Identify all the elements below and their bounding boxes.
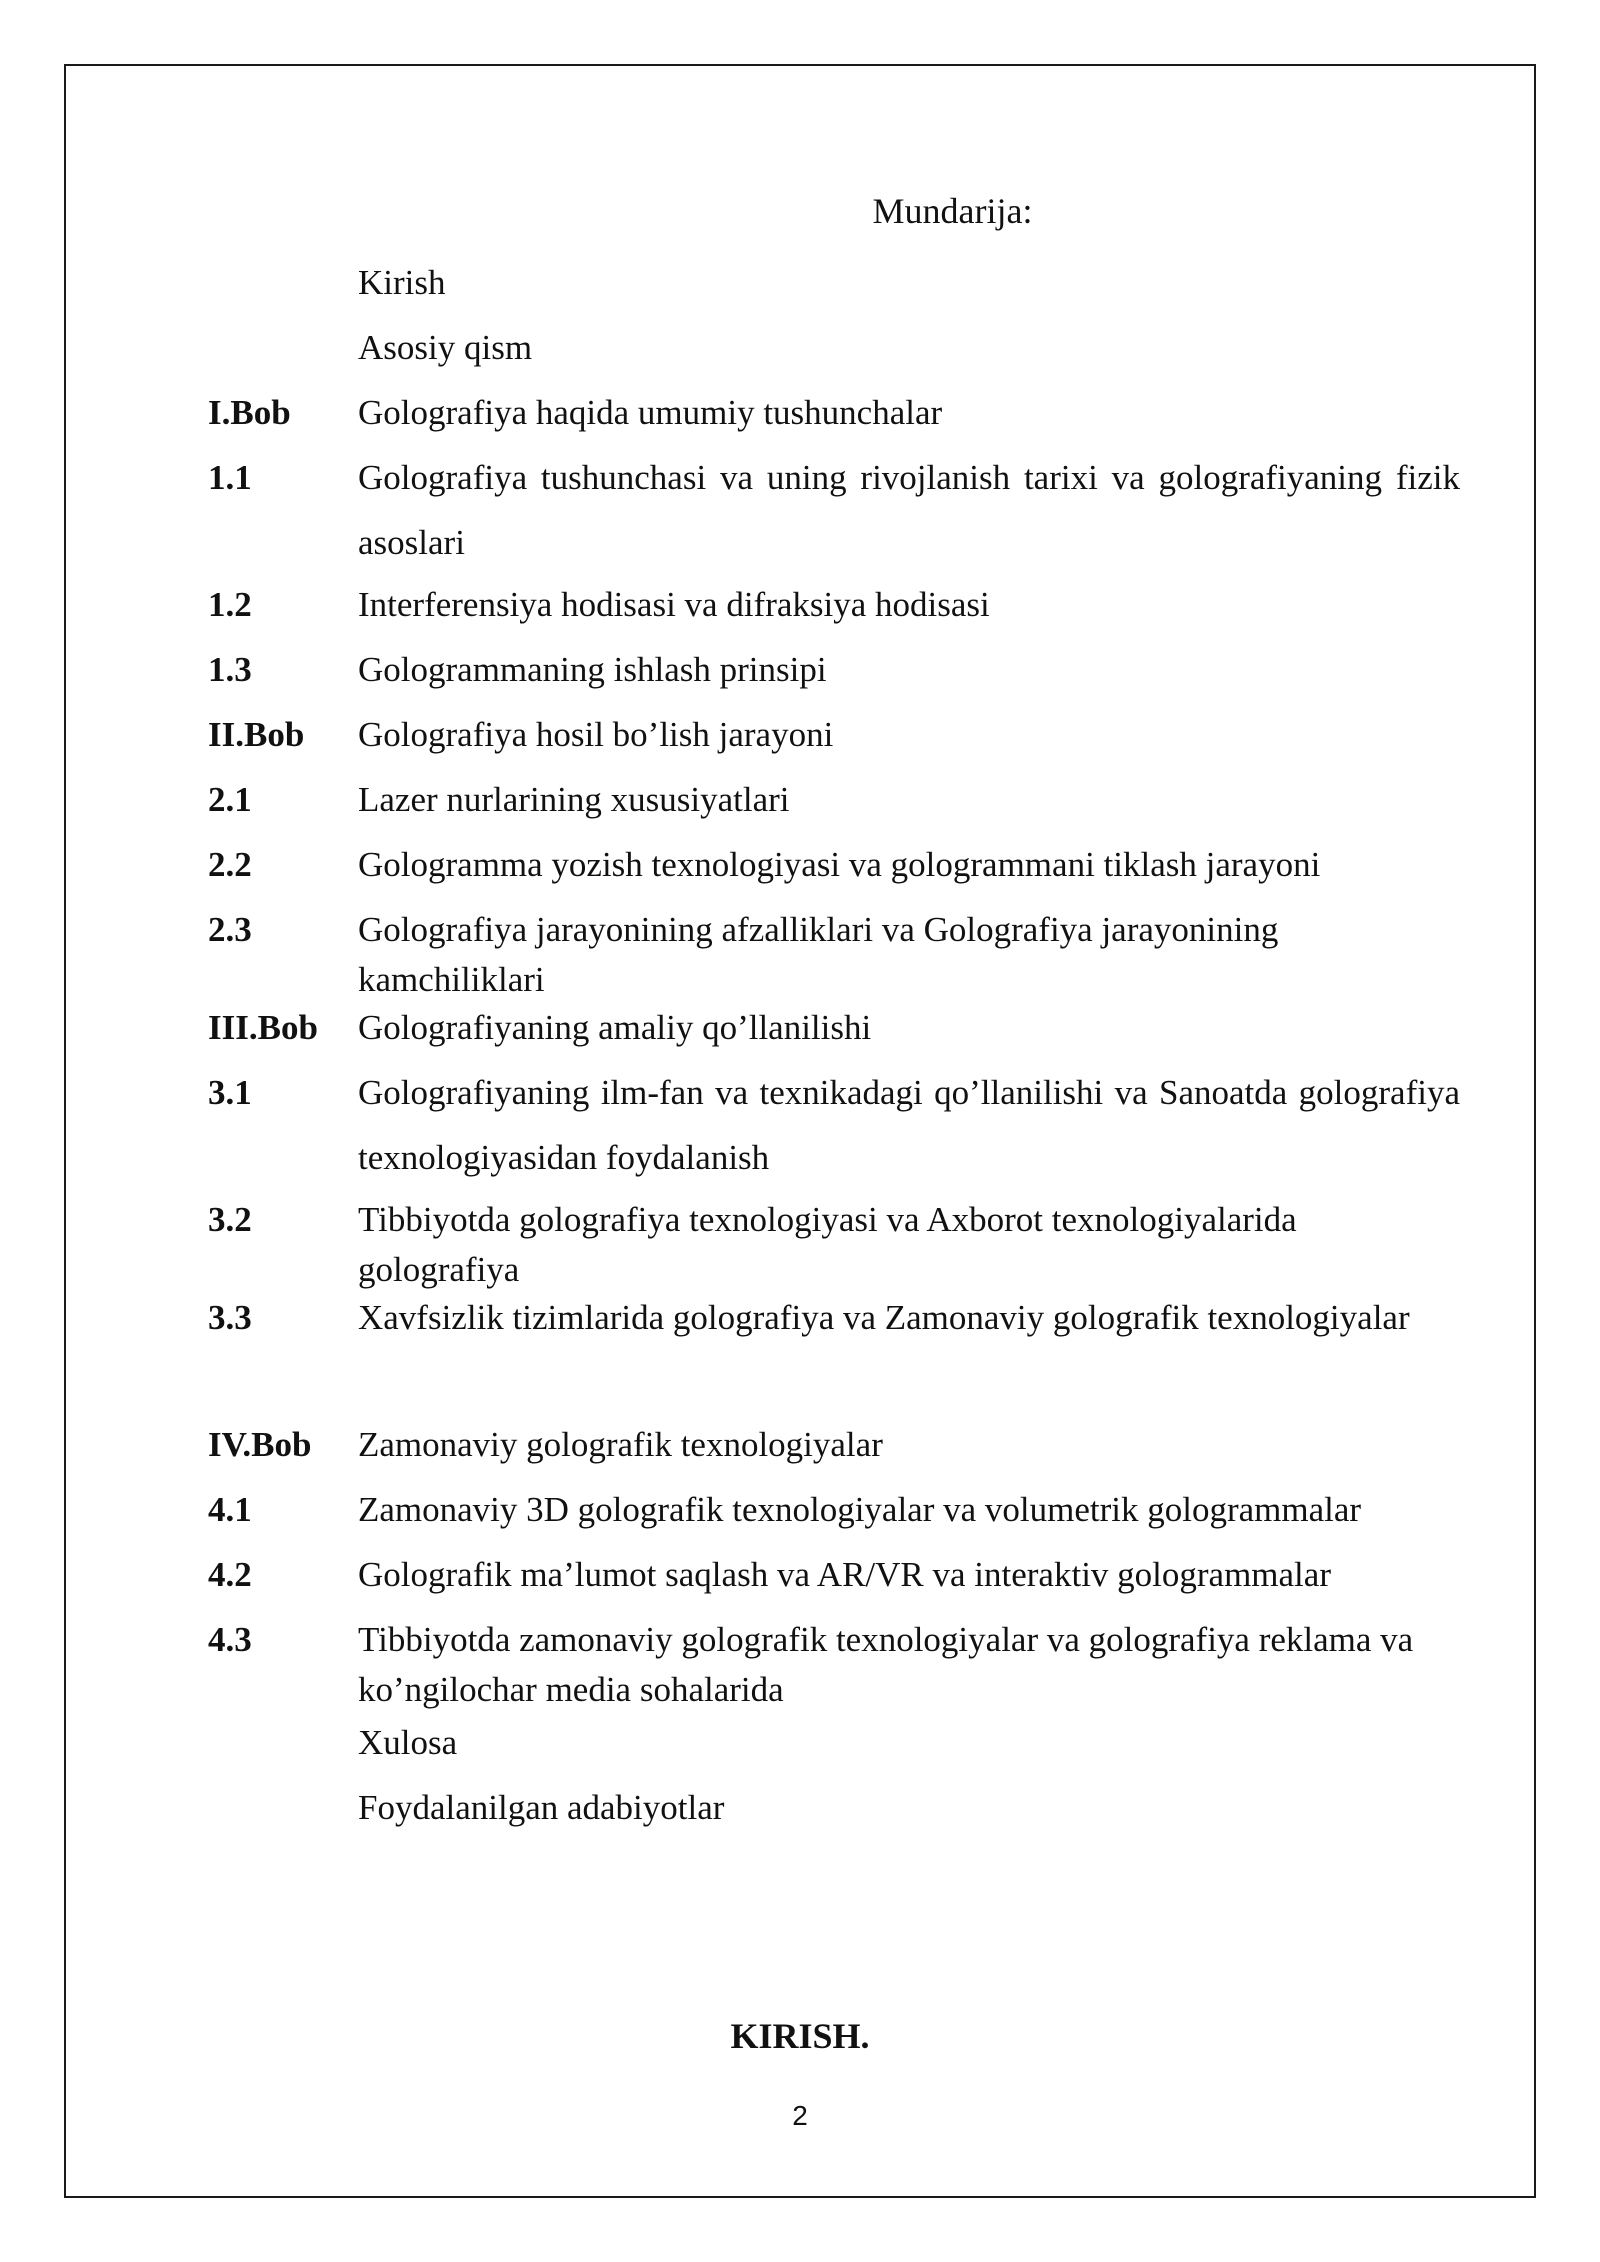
section-heading-kirish: KIRISH.	[730, 2016, 870, 2056]
toc-entry-adabiyotlar	[208, 1775, 1460, 1840]
toc-entry-number: I.Bob	[208, 393, 291, 432]
toc-entry-number: 1.3	[208, 650, 252, 689]
toc-entry-text: Gologrammaning ishlash prinsipi	[358, 650, 827, 689]
toc-entry-number: 4.3	[208, 1620, 252, 1659]
toc-entry-number: 3.2	[208, 1200, 252, 1239]
toc-entry-number: 1.2	[208, 585, 252, 624]
toc-entry-chapter-3	[208, 995, 1460, 1060]
toc-entry-text: Golografiyaning amaliy qo’llanilishi	[358, 1008, 872, 1047]
toc-entry-chapter-2	[208, 702, 1460, 767]
toc-entry-2-2	[208, 832, 1460, 897]
toc-entry-number: 3.3	[208, 1298, 252, 1337]
toc-entry-number: 2.1	[208, 780, 252, 819]
toc-entry-text: Golografiya jarayonining afzalliklari va Golografiya jarayonining kamchiliklari	[358, 910, 1279, 999]
toc-entry-text: Golografiyaning ilm-fan va texnikadagi qo’llanilishi va Sanoatda golografiya texnologiyasidan foydalanish	[358, 1073, 1460, 1177]
toc-entry-text: Foydalanilgan adabiyotlar	[358, 1788, 725, 1827]
toc-entry-asosiy-qism	[208, 315, 1460, 380]
toc-entry-4-3	[208, 1615, 1460, 1715]
toc-entry-text: Xulosa	[358, 1723, 458, 1762]
toc-entry-3-2	[208, 1195, 1460, 1295]
toc-entry-1-2	[208, 572, 1460, 637]
toc-entry-text: Kirish	[358, 263, 446, 302]
toc-entry-xulosa	[208, 1710, 1460, 1775]
toc-entry-2-3	[208, 905, 1460, 1005]
toc-entry-kirish	[208, 250, 1460, 315]
toc-entry-text: Interferensiya hodisasi va difraksiya hodisasi	[358, 585, 990, 624]
toc-entry-1-3	[208, 637, 1460, 702]
toc-entry-1-1	[208, 445, 1460, 575]
toc-entry-number: 1.1	[208, 458, 252, 497]
toc-entry-text: Golografik ma’lumot saqlash va AR/VR va interaktiv gologrammalar	[358, 1555, 1331, 1594]
toc-entry-text: Gologramma yozish texnologiyasi va gologrammani tiklash jarayoni	[358, 845, 1321, 884]
toc-entry-3-1	[208, 1060, 1460, 1190]
toc-title-text: Mundarija:	[872, 191, 1033, 231]
toc-entry-chapter-1	[208, 380, 1460, 445]
toc-entry-chapter-4	[208, 1412, 1460, 1477]
toc-entry-4-1	[208, 1477, 1460, 1542]
toc-entry-text: Tibbiyotda zamonaviy golografik texnologiyalar va golografiya reklama va ko’ngilochar media sohalarida	[358, 1620, 1414, 1709]
toc-entry-2-1	[208, 767, 1460, 832]
toc-entry-number: IV.Bob	[208, 1425, 312, 1464]
toc-title	[0, 190, 1600, 232]
toc-entry-number: 4.2	[208, 1555, 252, 1594]
toc-entry-number: 4.1	[208, 1490, 252, 1529]
toc-entry-4-2	[208, 1542, 1460, 1607]
toc-entry-number: 2.2	[208, 845, 252, 884]
toc-entry-number: 3.1	[208, 1073, 252, 1112]
toc-entry-text: Zamonaviy 3D golografik texnologiyalar va volumetrik gologrammalar	[358, 1490, 1362, 1529]
toc-entry-text: Golografiya tushunchasi va uning rivojlanish tarixi va golografiyaning fizik asoslari	[358, 458, 1460, 562]
toc-entry-text: Lazer nurlarining xususiyatlari	[358, 780, 790, 819]
toc-entry-text: Zamonaviy golografik texnologiyalar	[358, 1425, 883, 1464]
toc-entry-number: III.Bob	[208, 1008, 318, 1047]
toc-entry-number: II.Bob	[208, 715, 305, 754]
toc-entry-text: Asosiy qism	[358, 328, 533, 367]
toc-entry-text: Golografiya hosil bo’lish jarayoni	[358, 715, 834, 754]
page-number: 2	[792, 2100, 808, 2131]
toc-entry-3-3	[208, 1285, 1460, 1350]
toc-entry-text: Golografiya haqida umumiy tushunchalar	[358, 393, 943, 432]
toc-entry-text: Xavfsizlik tizimlarida golografiya va Zamonaviy golografik texnologiyalar	[358, 1298, 1410, 1337]
toc-entry-text: Tibbiyotda golografiya texnologiyasi va Axborot texnologiyalarida golografiya	[358, 1200, 1297, 1289]
toc-entry-number: 2.3	[208, 910, 252, 949]
